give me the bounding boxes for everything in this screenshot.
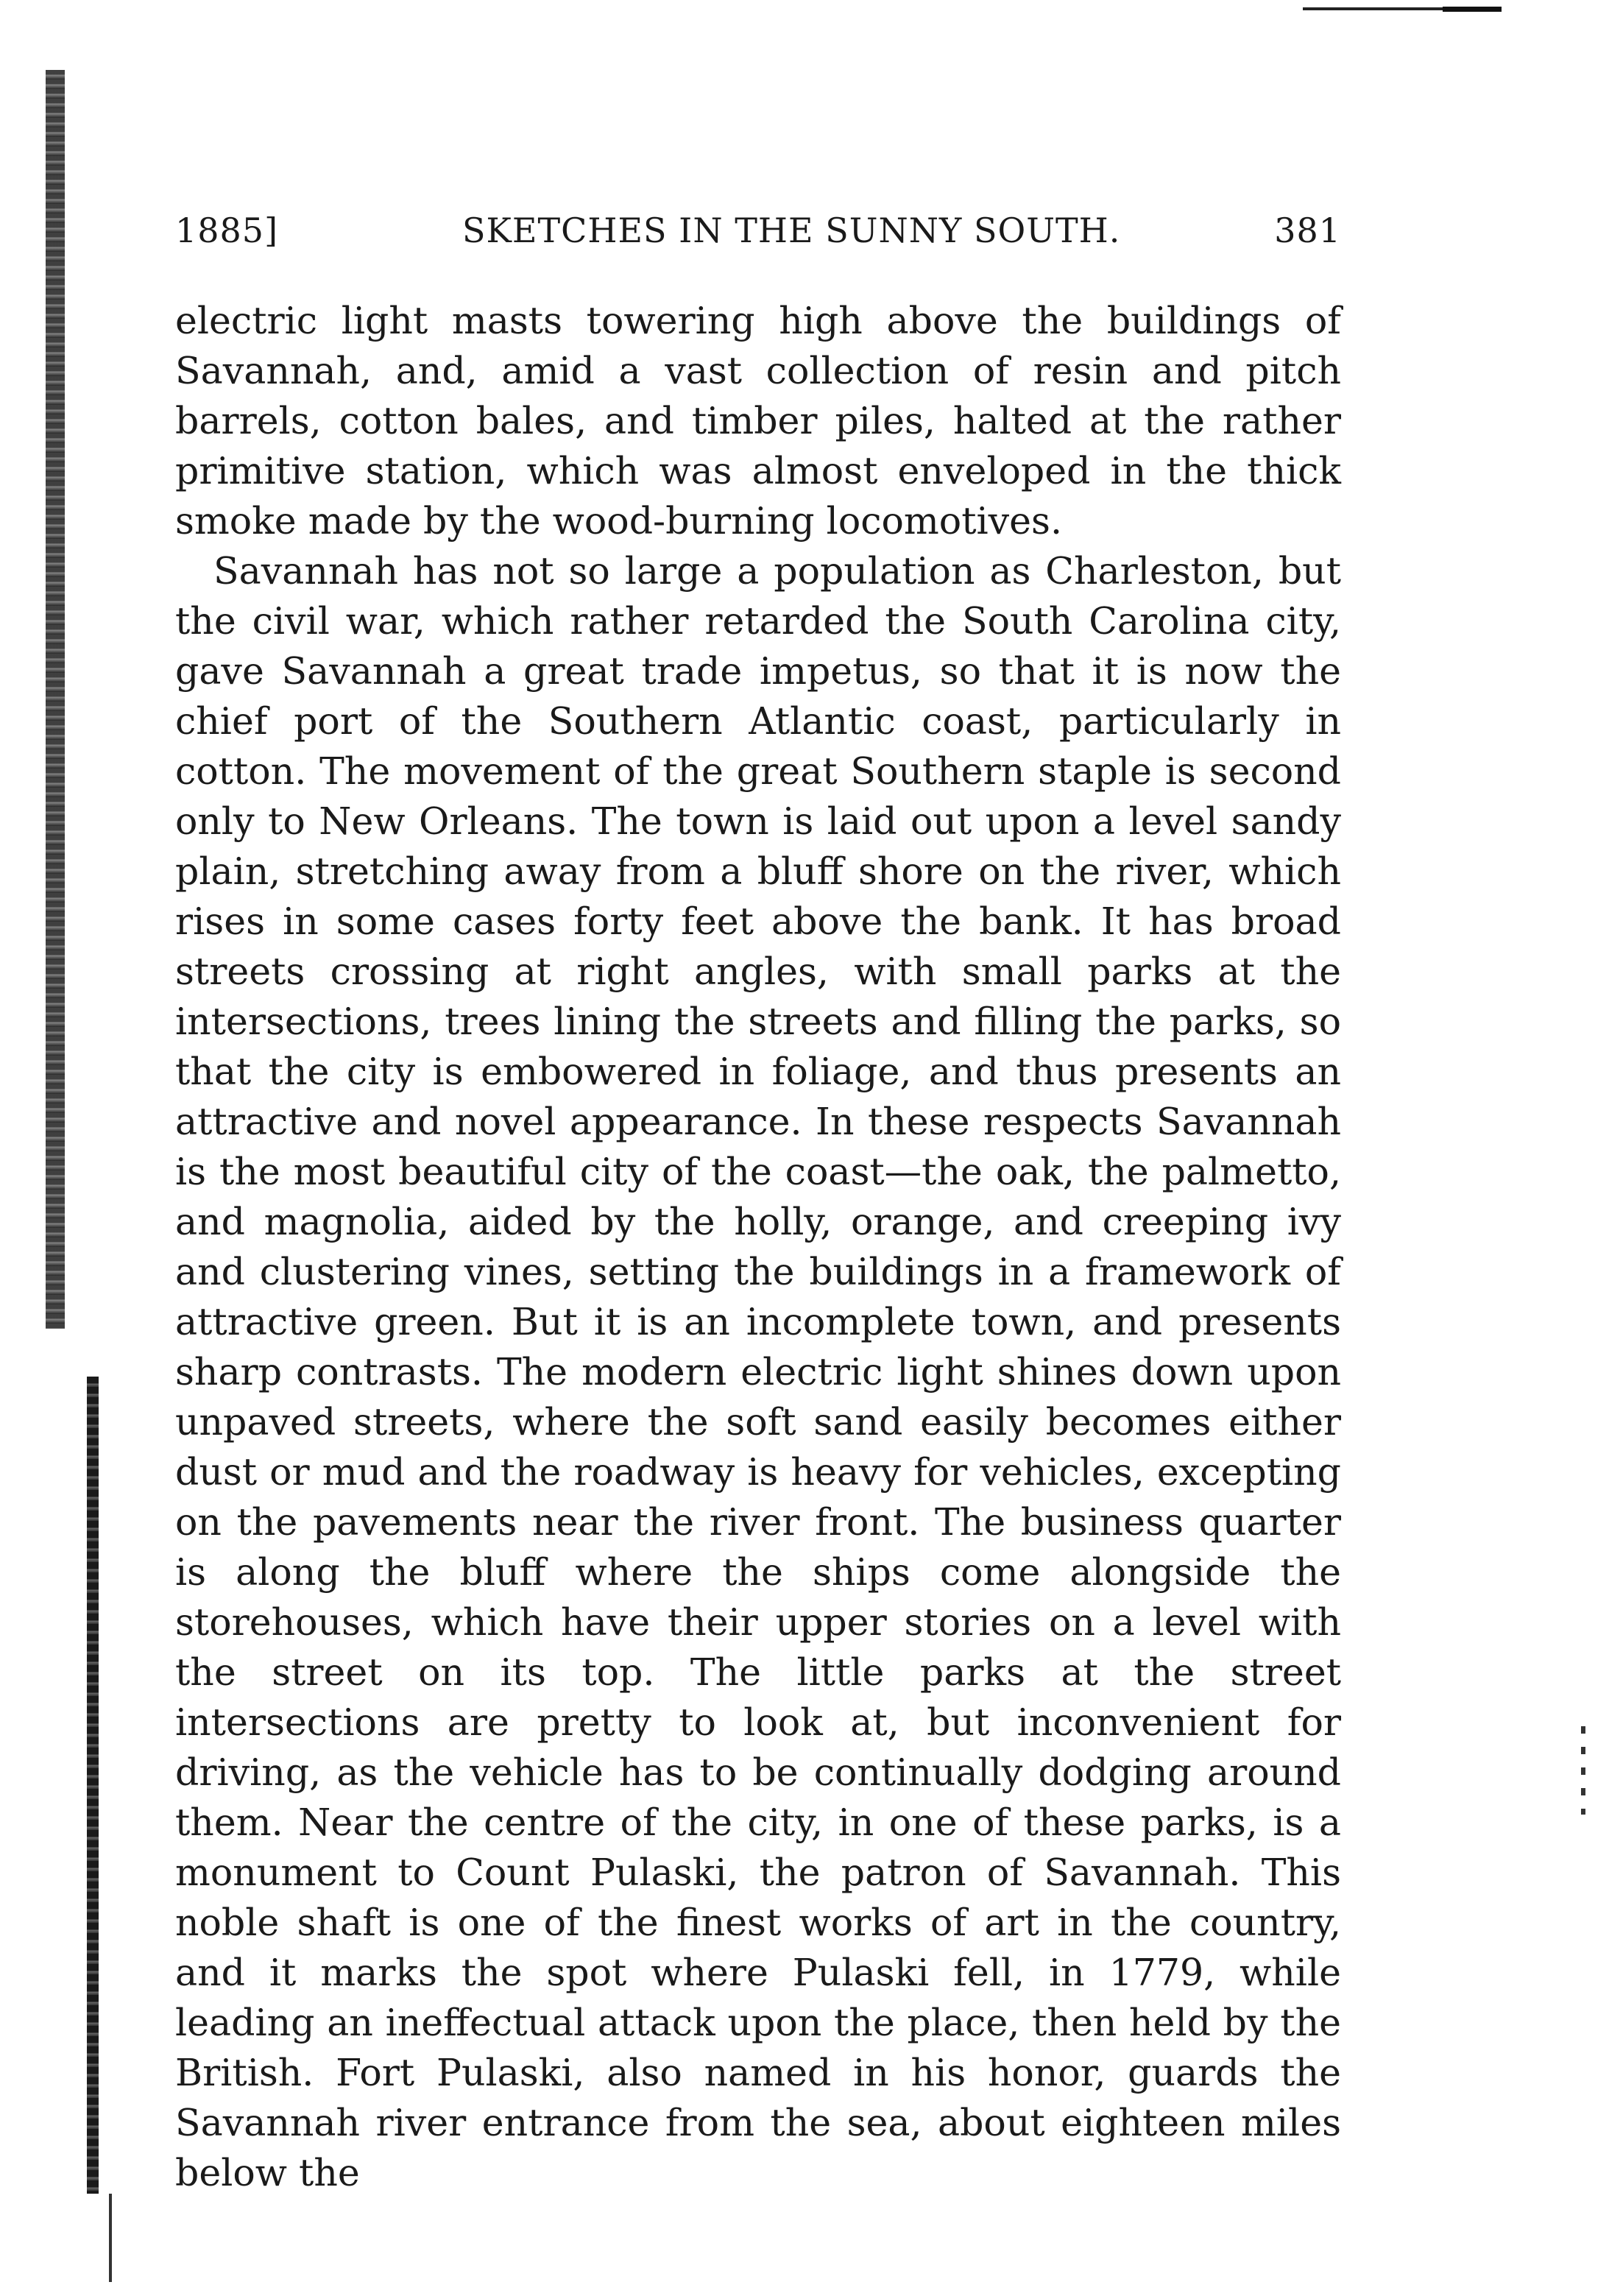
margin-marks: [1581, 1726, 1585, 1815]
binding-edge: [109, 2194, 112, 2282]
header-title: SKETCHES IN THE SUNNY SOUTH.: [462, 211, 1121, 250]
binding-shadow: [46, 70, 65, 1329]
binding-shadow-lower: [87, 1377, 99, 2194]
top-rule-end: [1443, 7, 1502, 12]
header-year: 1885]: [175, 211, 279, 250]
body-text: [175, 296, 1341, 2198]
paragraph-2: Savannah has not so large a population as Charleston, but the civil war, which rather retarded the South Carolina city, gave Savannah a great trade impetus, so that it is now the chief port of the Southern Atlantic coast, particularly in cotton. The movement of the great Southern staple is second only to New Orleans. The town is laid out upon a level sandy plain, stretching away from a bluff shore on the river, which rises in some cases forty feet above the bank. It has broad streets crossing at right angles, with small parks at the intersections, trees lining the streets and filling the parks, so that the city is embowered in foliage, and thus presents an attractive and novel appearance. In these respects Savannah is the most beautiful city of the coast—the oak, the palmetto, and magnolia, aided by the holly, orange, and creeping ivy and clustering vines, setting the buildings in a framework of attractive green. But it is an incomplete town, and presents sharp contrasts. The modern electric light shines down upon unpaved streets, where the soft sand easily becomes either dust or mud and the roadway is heavy for vehicles, excepting on the pavements near the river front. The business quarter is along the bluff where the ships come alongside the storehouses, which have their upper stories on a level with the street on its top. The little parks at the street intersections are pretty to look at, but inconvenient for driving, as the vehicle has to be continually dodging around them. Near the centre of the city, in one of these parks, is a monument to Count Pulaski, the patron of Savannah. This noble shaft is one of the finest works of art in the country, and it marks the spot where Pulaski fell, in 1779, while leading an ineffectual attack upon the place, then held by the British. Fort Pulaski, also named in his honor, guards the Savannah river entrance from the sea, about eighteen miles below the: [175, 549, 1341, 2194]
page-number: 381: [1274, 211, 1341, 250]
paragraph-1: electric light masts towering high above the buildings of Savannah, and, amid a vast collection of resin and pitch barrels, cotton bales, and timber piles, halted at the rather primitive station, which was almost enveloped in the thick smoke made by the wood-burning locomotives.: [175, 299, 1341, 543]
running-header: [175, 211, 1341, 255]
